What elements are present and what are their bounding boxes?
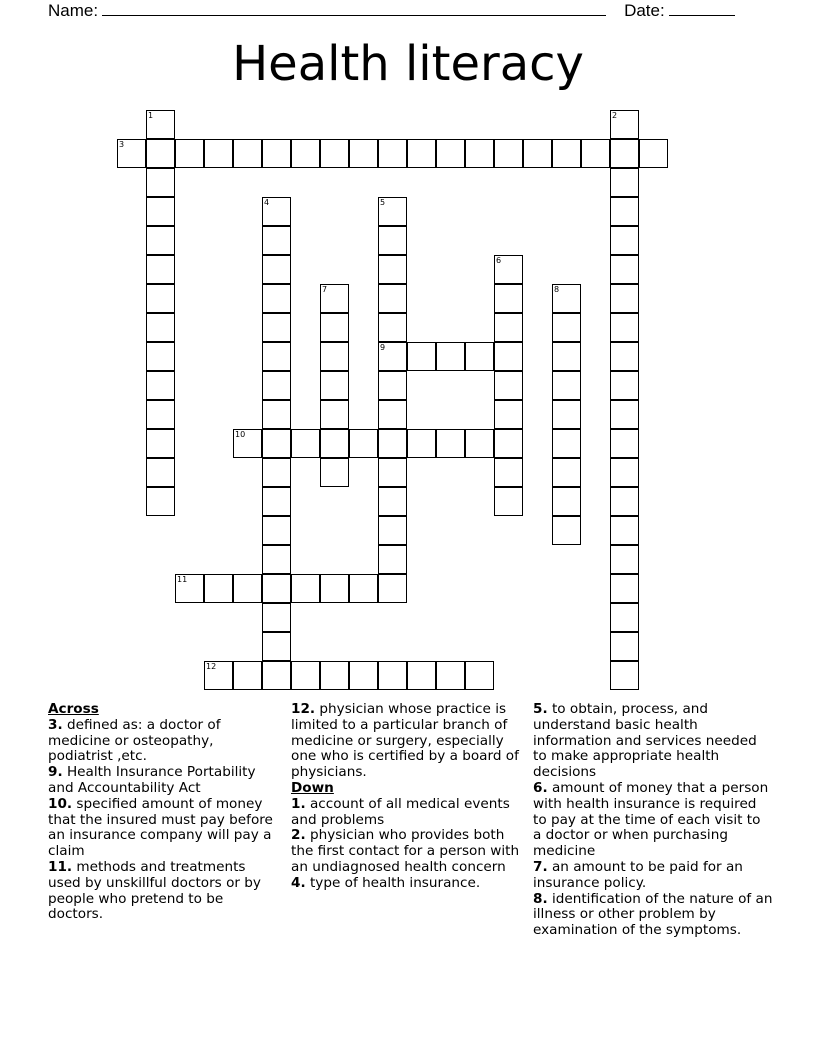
grid-cell[interactable] (610, 371, 639, 400)
grid-cell[interactable] (349, 574, 378, 603)
clue-number: 6 (496, 256, 502, 265)
grid-cell[interactable] (146, 429, 175, 458)
grid-cell[interactable] (436, 139, 465, 168)
grid-cell[interactable] (581, 139, 610, 168)
grid-cell[interactable] (146, 342, 175, 371)
clue-number: 9 (380, 343, 386, 352)
clue-number: 8 (554, 285, 560, 294)
grid-cell[interactable] (262, 487, 291, 516)
grid-cell[interactable] (552, 284, 581, 313)
grid-cell[interactable] (233, 661, 262, 690)
grid-cell[interactable] (610, 574, 639, 603)
grid-cell[interactable] (233, 139, 262, 168)
grid-cell[interactable] (407, 342, 436, 371)
grid-cell[interactable] (320, 284, 349, 313)
grid-cell[interactable] (378, 197, 407, 226)
grid-cell[interactable] (146, 226, 175, 255)
clue-number: 4 (264, 198, 270, 207)
clue-across-12: 12. physician whose practice is limited to a particular branch of medicine or surgery, especially one who is certified by a board of physicians. (291, 701, 519, 781)
grid-cell[interactable] (552, 458, 581, 487)
clue-number: 12 (206, 662, 217, 671)
clue-number: 10 (235, 430, 246, 439)
clues-column-2 (291, 702, 523, 892)
grid-cell[interactable] (378, 342, 407, 371)
grid-cell[interactable] (349, 139, 378, 168)
grid-cell[interactable] (552, 342, 581, 371)
grid-cell[interactable] (175, 139, 204, 168)
grid-cell[interactable] (610, 400, 639, 429)
grid-cell[interactable] (146, 487, 175, 516)
grid-cell[interactable] (349, 429, 378, 458)
grid-cell[interactable] (320, 458, 349, 487)
grid-cell[interactable] (378, 661, 407, 690)
grid-cell[interactable] (552, 487, 581, 516)
grid-cell[interactable] (146, 400, 175, 429)
grid-cell[interactable] (407, 429, 436, 458)
grid-cell[interactable] (291, 574, 320, 603)
grid-cell[interactable] (378, 487, 407, 516)
grid-cell[interactable] (378, 371, 407, 400)
grid-cell[interactable] (204, 574, 233, 603)
grid-cell[interactable] (204, 139, 233, 168)
grid-cell[interactable] (320, 661, 349, 690)
clue-number: 7 (322, 285, 328, 294)
grid-cell[interactable] (262, 255, 291, 284)
grid-cell[interactable] (610, 516, 639, 545)
grid-cell[interactable] (262, 342, 291, 371)
grid-cell[interactable] (494, 371, 523, 400)
grid-cell[interactable] (262, 429, 291, 458)
clue-down-1: 1. account of all medical events and problems (291, 795, 510, 828)
clue-down-7: 7. an amount to be paid for an insurance policy. (533, 858, 743, 891)
grid-cell[interactable] (494, 342, 523, 371)
clues-column-3 (533, 702, 773, 939)
grid-cell[interactable] (146, 458, 175, 487)
grid-cell[interactable] (610, 603, 639, 632)
grid-cell[interactable] (320, 139, 349, 168)
grid-cell[interactable] (262, 313, 291, 342)
grid-cell[interactable] (378, 139, 407, 168)
grid-cell[interactable] (262, 458, 291, 487)
grid-cell[interactable] (610, 168, 639, 197)
page-title: Health literacy (232, 36, 584, 92)
grid-cell[interactable] (494, 284, 523, 313)
grid-cell[interactable] (378, 516, 407, 545)
grid-cell[interactable] (378, 255, 407, 284)
grid-cell[interactable] (320, 574, 349, 603)
grid-cell[interactable] (378, 458, 407, 487)
grid-cell[interactable] (610, 139, 639, 168)
grid-cell[interactable] (378, 313, 407, 342)
grid-cell[interactable] (552, 371, 581, 400)
grid-cell[interactable] (378, 545, 407, 574)
grid-cell[interactable] (465, 139, 494, 168)
clue-number: 11 (177, 575, 188, 584)
date-label: Date: (624, 1, 665, 20)
clues-column-1 (48, 702, 280, 923)
clue-across-10: 10. specified amount of money that the insured must pay before an insurance company will pay a claim (48, 795, 273, 860)
grid-cell[interactable] (494, 139, 523, 168)
grid-cell[interactable] (146, 110, 175, 139)
grid-cell[interactable] (494, 458, 523, 487)
name-label: Name: (48, 1, 99, 20)
down-heading: Down (291, 779, 334, 796)
grid-cell[interactable] (262, 371, 291, 400)
clue-number: 1 (148, 111, 154, 120)
clue-across-11: 11. methods and treatments used by unskillful doctors or by people who pretend to be doctors. (48, 858, 261, 923)
grid-cell[interactable] (146, 139, 175, 168)
grid-cell[interactable] (610, 313, 639, 342)
clue-number: 5 (380, 198, 386, 207)
grid-cell[interactable] (378, 284, 407, 313)
grid-cell[interactable] (436, 342, 465, 371)
grid-cell[interactable] (610, 226, 639, 255)
grid-cell[interactable] (320, 313, 349, 342)
grid-cell[interactable] (436, 661, 465, 690)
grid-cell[interactable] (552, 429, 581, 458)
grid-cell[interactable] (146, 255, 175, 284)
grid-cell[interactable] (146, 313, 175, 342)
grid-cell[interactable] (407, 661, 436, 690)
clue-down-4: 4. type of health insurance. (291, 874, 481, 891)
grid-cell[interactable] (320, 371, 349, 400)
grid-cell[interactable] (494, 313, 523, 342)
grid-cell[interactable] (262, 574, 291, 603)
grid-cell[interactable] (262, 603, 291, 632)
grid-cell[interactable] (146, 168, 175, 197)
grid-cell[interactable] (262, 632, 291, 661)
grid-cell[interactable] (552, 516, 581, 545)
clue-number: 3 (119, 140, 125, 149)
grid-cell[interactable] (320, 342, 349, 371)
grid-cell[interactable] (320, 429, 349, 458)
grid-cell[interactable] (146, 371, 175, 400)
grid-cell[interactable] (465, 342, 494, 371)
grid-cell[interactable] (233, 574, 262, 603)
grid-cell[interactable] (262, 226, 291, 255)
grid-cell[interactable] (465, 429, 494, 458)
grid-cell[interactable] (349, 661, 378, 690)
grid-cell[interactable] (262, 545, 291, 574)
grid-cell[interactable] (262, 661, 291, 690)
clue-across-9: 9. Health Insurance Portability and Accountability Act (48, 764, 256, 796)
grid-cell[interactable] (378, 429, 407, 458)
grid-cell[interactable] (436, 429, 465, 458)
grid-cell[interactable] (494, 255, 523, 284)
clue-down-2: 2. physician who provides both the first contact for a person with an undiagnosed health concern (291, 827, 520, 875)
grid-cell[interactable] (494, 429, 523, 458)
grid-cell[interactable] (610, 110, 639, 139)
grid-cell[interactable] (552, 313, 581, 342)
grid-cell[interactable] (610, 545, 639, 574)
clue-number: 2 (612, 111, 618, 120)
grid-cell[interactable] (204, 661, 233, 690)
clue-across-3: 3. defined as: a doctor of medicine or osteopathy, podiatrist ,etc. (48, 716, 221, 765)
grid-cell[interactable] (378, 400, 407, 429)
grid-cell[interactable] (552, 139, 581, 168)
grid-cell[interactable] (175, 574, 204, 603)
grid-cell[interactable] (117, 139, 146, 168)
grid-cell[interactable] (378, 574, 407, 603)
grid-cell[interactable] (610, 429, 639, 458)
clue-down-5: 5. to obtain, process, and understand basic health information and services needed to make appropriate health decisions (533, 701, 757, 781)
grid-cell[interactable] (262, 284, 291, 313)
grid-cell[interactable] (610, 197, 639, 226)
grid-cell[interactable] (494, 400, 523, 429)
grid-cell[interactable] (262, 400, 291, 429)
grid-cell[interactable] (610, 458, 639, 487)
grid-cell[interactable] (610, 284, 639, 313)
grid-cell[interactable] (610, 487, 639, 516)
grid-cell[interactable] (378, 226, 407, 255)
grid-cell[interactable] (639, 139, 668, 168)
grid-cell[interactable] (233, 429, 262, 458)
grid-cell[interactable] (610, 342, 639, 371)
grid-cell[interactable] (146, 197, 175, 226)
grid-cell[interactable] (291, 429, 320, 458)
clue-down-6: 6. amount of money that a person with health insurance is required to pay at the time of each visit to a doctor or when purchasing medicine (533, 779, 769, 860)
grid-cell[interactable] (291, 139, 320, 168)
grid-cell[interactable] (407, 139, 436, 168)
grid-cell[interactable] (610, 255, 639, 284)
grid-cell[interactable] (610, 632, 639, 661)
grid-cell[interactable] (610, 661, 639, 690)
grid-cell[interactable] (146, 284, 175, 313)
grid-cell[interactable] (494, 487, 523, 516)
clue-down-8: 8. identification of the nature of an illness or other problem by examination of the symptoms. (533, 890, 773, 939)
grid-cell[interactable] (320, 400, 349, 429)
grid-cell[interactable] (262, 516, 291, 545)
grid-cell[interactable] (552, 400, 581, 429)
grid-cell[interactable] (465, 661, 494, 690)
grid-cell[interactable] (523, 139, 552, 168)
grid-cell[interactable] (262, 197, 291, 226)
across-heading: Across (48, 701, 99, 717)
grid-cell[interactable] (262, 139, 291, 168)
grid-cell[interactable] (291, 661, 320, 690)
